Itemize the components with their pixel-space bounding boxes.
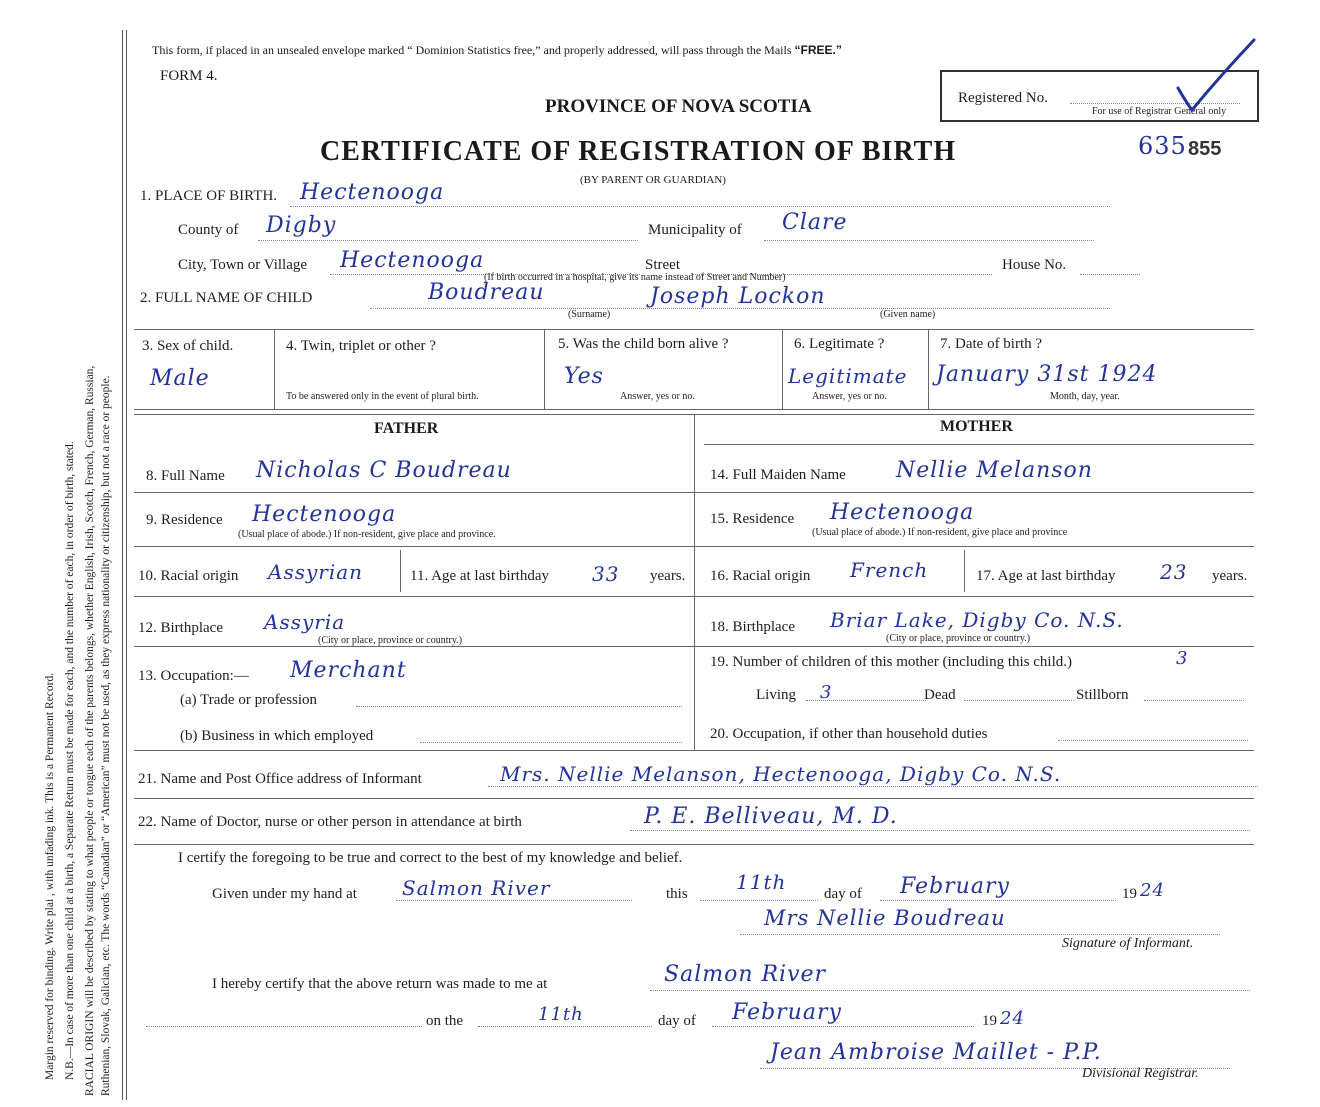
handwritten-number: 635 bbox=[1138, 132, 1187, 160]
mother-birthplace-note: (City or place, province or country.) bbox=[886, 633, 1031, 644]
mother-racial-label: 16. Racial origin bbox=[710, 568, 811, 584]
father-racial: Assyrian bbox=[268, 560, 364, 584]
rule-e bbox=[134, 750, 1254, 751]
return-text: I hereby certify that the above return was made to me at bbox=[212, 976, 548, 992]
father-residence-label: 9. Residence bbox=[146, 512, 223, 528]
parents-divider bbox=[694, 414, 695, 750]
sex-value: Male bbox=[150, 366, 210, 391]
legit-label: 6. Legitimate ? bbox=[794, 336, 885, 352]
father-racial-label: 10. Racial origin bbox=[138, 568, 239, 584]
cert-day: 11th bbox=[736, 870, 787, 894]
father-residence-note: (Usual place of abode.) If non-resident, give place and province. bbox=[238, 529, 496, 540]
mother-racial: French bbox=[850, 558, 929, 582]
mother-children-label: 19. Number of children of this mother (including this child.) bbox=[710, 654, 1073, 670]
city-label: City, Town or Village bbox=[178, 257, 308, 273]
child-surname: Boudreau bbox=[428, 280, 545, 305]
certificate-title: CERTIFICATE OF REGISTRATION OF BIRTH bbox=[320, 136, 957, 167]
father-occupation: Merchant bbox=[290, 658, 407, 683]
year-prefix: 19 bbox=[1122, 886, 1137, 902]
living-value: 3 bbox=[820, 682, 833, 703]
doctor-label: 22. Name of Doctor, nurse or other person in attendance at birth bbox=[138, 814, 522, 830]
municipality-value: Clare bbox=[782, 210, 848, 235]
place-of-birth-label: 1. PLACE OF BIRTH. bbox=[140, 188, 278, 204]
free-notice bbox=[152, 43, 842, 58]
rule-c bbox=[134, 596, 1254, 597]
registrar-signature: Jean Ambroise Maillet - P.P. bbox=[770, 1040, 1102, 1065]
mother-birthplace: Briar Lake, Digby Co. N.S. bbox=[830, 608, 1124, 632]
col-divider-3 bbox=[782, 329, 783, 409]
father-birthplace-label: 12. Birthplace bbox=[138, 620, 223, 636]
father-age-divider bbox=[400, 550, 401, 592]
margin-note-3: RACIAL ORIGIN will be described by stating to what people or tongue each of the parents belongs, whether English, Irish, Scotch, French, German, Russian, bbox=[84, 365, 96, 1096]
mother-residence: Hectenooga bbox=[830, 500, 975, 525]
free-notice-text: This form, if placed in an unsealed envelope marked “ Dominion Statistics free,” and properly addressed, will pass through the Mails bbox=[152, 43, 792, 57]
living-label: Living bbox=[756, 687, 796, 703]
legit-note: Answer, yes or no. bbox=[812, 391, 887, 402]
father-birthplace: Assyria bbox=[264, 610, 346, 634]
this-label: this bbox=[666, 886, 688, 902]
father-age-label: 11. Age at last birthday bbox=[410, 568, 549, 584]
doctor-line bbox=[630, 830, 1250, 831]
return-day-of-label: day of bbox=[658, 1013, 696, 1029]
dob-note: Month, day, year. bbox=[1050, 391, 1120, 402]
certify-text: I certify the foregoing to be true and correct to the best of my knowledge and belief. bbox=[178, 850, 683, 866]
return-month: February bbox=[732, 1000, 842, 1025]
dob-value: January 31st 1924 bbox=[936, 362, 1158, 387]
dob-label: 7. Date of birth ? bbox=[940, 336, 1043, 352]
return-year: 24 bbox=[1000, 1008, 1025, 1029]
dead-label: Dead bbox=[924, 687, 956, 703]
doctor-value: P. E. Belliveau, M. D. bbox=[644, 804, 898, 829]
stamp-number: 855 bbox=[1188, 138, 1222, 160]
certificate-subtitle: (BY PARENT OR GUARDIAN) bbox=[580, 174, 726, 186]
child-given-name: Joseph Lockon bbox=[650, 284, 826, 309]
mother-age-label: 17. Age at last birthday bbox=[976, 568, 1116, 584]
check-mark-icon bbox=[1170, 36, 1260, 116]
business-label: (b) Business in which employed bbox=[180, 728, 374, 744]
rule-f bbox=[134, 798, 1254, 799]
mother-name-label: 14. Full Maiden Name bbox=[710, 467, 846, 483]
given-place: Salmon River bbox=[402, 876, 551, 900]
return-place-line bbox=[650, 990, 1250, 991]
given-label: Given under my hand at bbox=[212, 886, 357, 902]
trade-line bbox=[356, 706, 682, 707]
hospital-note: (If birth occurred in a hospital, give its name instead of Street and Number) bbox=[484, 272, 786, 283]
rule-d bbox=[134, 646, 1254, 647]
county-value: Digby bbox=[266, 213, 337, 238]
father-age: 33 bbox=[592, 562, 620, 586]
twin-note: To be answered only in the event of plural birth. bbox=[286, 391, 479, 402]
sex-label: 3. Sex of child. bbox=[142, 338, 234, 354]
trade-label: (a) Trade or profession bbox=[180, 692, 318, 708]
municipality-line bbox=[764, 240, 1094, 241]
father-occupation-label: 13. Occupation:— bbox=[138, 668, 249, 684]
father-heading: FATHER bbox=[374, 420, 439, 437]
informant-sig-label: Signature of Informant. bbox=[1062, 936, 1194, 951]
stillborn-label: Stillborn bbox=[1076, 687, 1129, 703]
informant-value: Mrs. Nellie Melanson, Hectenooga, Digby Co. N.S. bbox=[500, 762, 1062, 786]
mother-heading-rule bbox=[704, 444, 1254, 445]
dead-line bbox=[964, 700, 1074, 701]
day-of-label: day of bbox=[824, 886, 862, 902]
mother-birthplace-label: 18. Birthplace bbox=[710, 619, 795, 635]
twin-label: 4. Twin, triplet or other ? bbox=[286, 338, 436, 354]
informant-line bbox=[488, 786, 1258, 787]
mother-occupation-label: 20. Occupation, if other than household duties bbox=[710, 726, 988, 742]
mother-residence-note: (Usual place of abode.) If non-resident, give place and province bbox=[812, 527, 1068, 538]
rule-a bbox=[134, 492, 1254, 493]
given-place-line bbox=[396, 900, 632, 901]
free-notice-bold: “FREE.” bbox=[794, 43, 842, 57]
margin-note-4: Ruthenian, Slovak, Galician, etc. The words “Canadian” or “American” must not be used, as they express nationality or citizenship, but not a race or people. bbox=[100, 375, 112, 1096]
street-label: Street bbox=[645, 257, 680, 273]
margin-note-2: N.B.—In case of more than one child at a birth, a Separate Return must be made for each, and the number of each, in order of birth, stated. bbox=[64, 441, 76, 1080]
return-lead-line bbox=[146, 1026, 422, 1027]
informant-label: 21. Name and Post Office address of Informant bbox=[138, 771, 422, 787]
mother-years: years. bbox=[1212, 568, 1248, 584]
registered-label: Registered No. bbox=[958, 90, 1048, 106]
mother-heading: MOTHER bbox=[940, 418, 1013, 435]
province-title: PROVINCE OF NOVA SCOTIA bbox=[545, 96, 812, 117]
return-day: 11th bbox=[538, 1004, 584, 1025]
city-value: Hectenooga bbox=[340, 248, 485, 273]
municipality-label: Municipality of bbox=[648, 222, 742, 238]
house-line bbox=[1080, 274, 1140, 275]
day-line bbox=[700, 900, 818, 901]
business-line bbox=[420, 742, 682, 743]
return-year-prefix: 19 bbox=[982, 1013, 997, 1029]
father-years: years. bbox=[650, 568, 686, 584]
alive-value: Yes bbox=[564, 364, 604, 389]
margin-note-1: Margin reserved for binding. Write plai , with unfading ink. This is a Permanent Record. bbox=[44, 672, 56, 1080]
father-residence: Hectenooga bbox=[252, 502, 397, 527]
mother-age: 23 bbox=[1160, 560, 1188, 584]
county-line bbox=[258, 240, 638, 241]
child-name-label: 2. FULL NAME OF CHILD bbox=[140, 290, 313, 306]
row-top-border bbox=[134, 329, 1254, 330]
margin-rule bbox=[122, 30, 123, 1100]
margin-rule-2 bbox=[126, 30, 127, 1100]
col-divider-2 bbox=[544, 329, 545, 409]
mother-name: Nellie Melanson bbox=[896, 458, 1093, 483]
legit-value: Legitimate bbox=[788, 364, 908, 388]
registrar-label: Divisional Registrar. bbox=[1082, 1066, 1199, 1081]
rule-g bbox=[134, 844, 1254, 845]
rule-b bbox=[134, 546, 1254, 547]
return-place: Salmon River bbox=[664, 962, 827, 987]
col-divider-1 bbox=[274, 329, 275, 409]
father-name-label: 8. Full Name bbox=[146, 468, 225, 484]
place-line bbox=[290, 206, 1110, 207]
on-the-label: on the bbox=[426, 1013, 464, 1029]
surname-note: (Surname) bbox=[568, 309, 611, 320]
return-month-line bbox=[712, 1026, 974, 1027]
informant-sig-line bbox=[740, 934, 1220, 935]
cert-month: February bbox=[900, 874, 1010, 899]
row-bottom-border bbox=[134, 409, 1254, 410]
informant-signature: Mrs Nellie Boudreau bbox=[764, 906, 1006, 930]
return-day-line bbox=[478, 1026, 652, 1027]
alive-note: Answer, yes or no. bbox=[620, 391, 695, 402]
mother-age-divider bbox=[964, 550, 965, 592]
father-name: Nicholas C Boudreau bbox=[256, 458, 512, 483]
father-birthplace-note: (City or place, province or country.) bbox=[318, 635, 463, 646]
registrar-use-note: For use of Registrar General only bbox=[1092, 106, 1227, 117]
form-number: FORM 4. bbox=[160, 68, 218, 84]
county-label: County of bbox=[178, 222, 239, 238]
mother-children: 3 bbox=[1176, 648, 1189, 669]
stillborn-line bbox=[1144, 700, 1244, 701]
place-of-birth-value: Hectenooga bbox=[300, 180, 445, 205]
given-name-note: (Given name) bbox=[880, 309, 936, 320]
mother-occupation-line bbox=[1058, 740, 1248, 741]
cert-year: 24 bbox=[1140, 880, 1165, 901]
mother-residence-label: 15. Residence bbox=[710, 511, 795, 527]
house-label: House No. bbox=[1002, 257, 1067, 273]
col-divider-4 bbox=[928, 329, 929, 409]
month-line bbox=[880, 900, 1116, 901]
alive-label: 5. Was the child born alive ? bbox=[558, 336, 729, 352]
